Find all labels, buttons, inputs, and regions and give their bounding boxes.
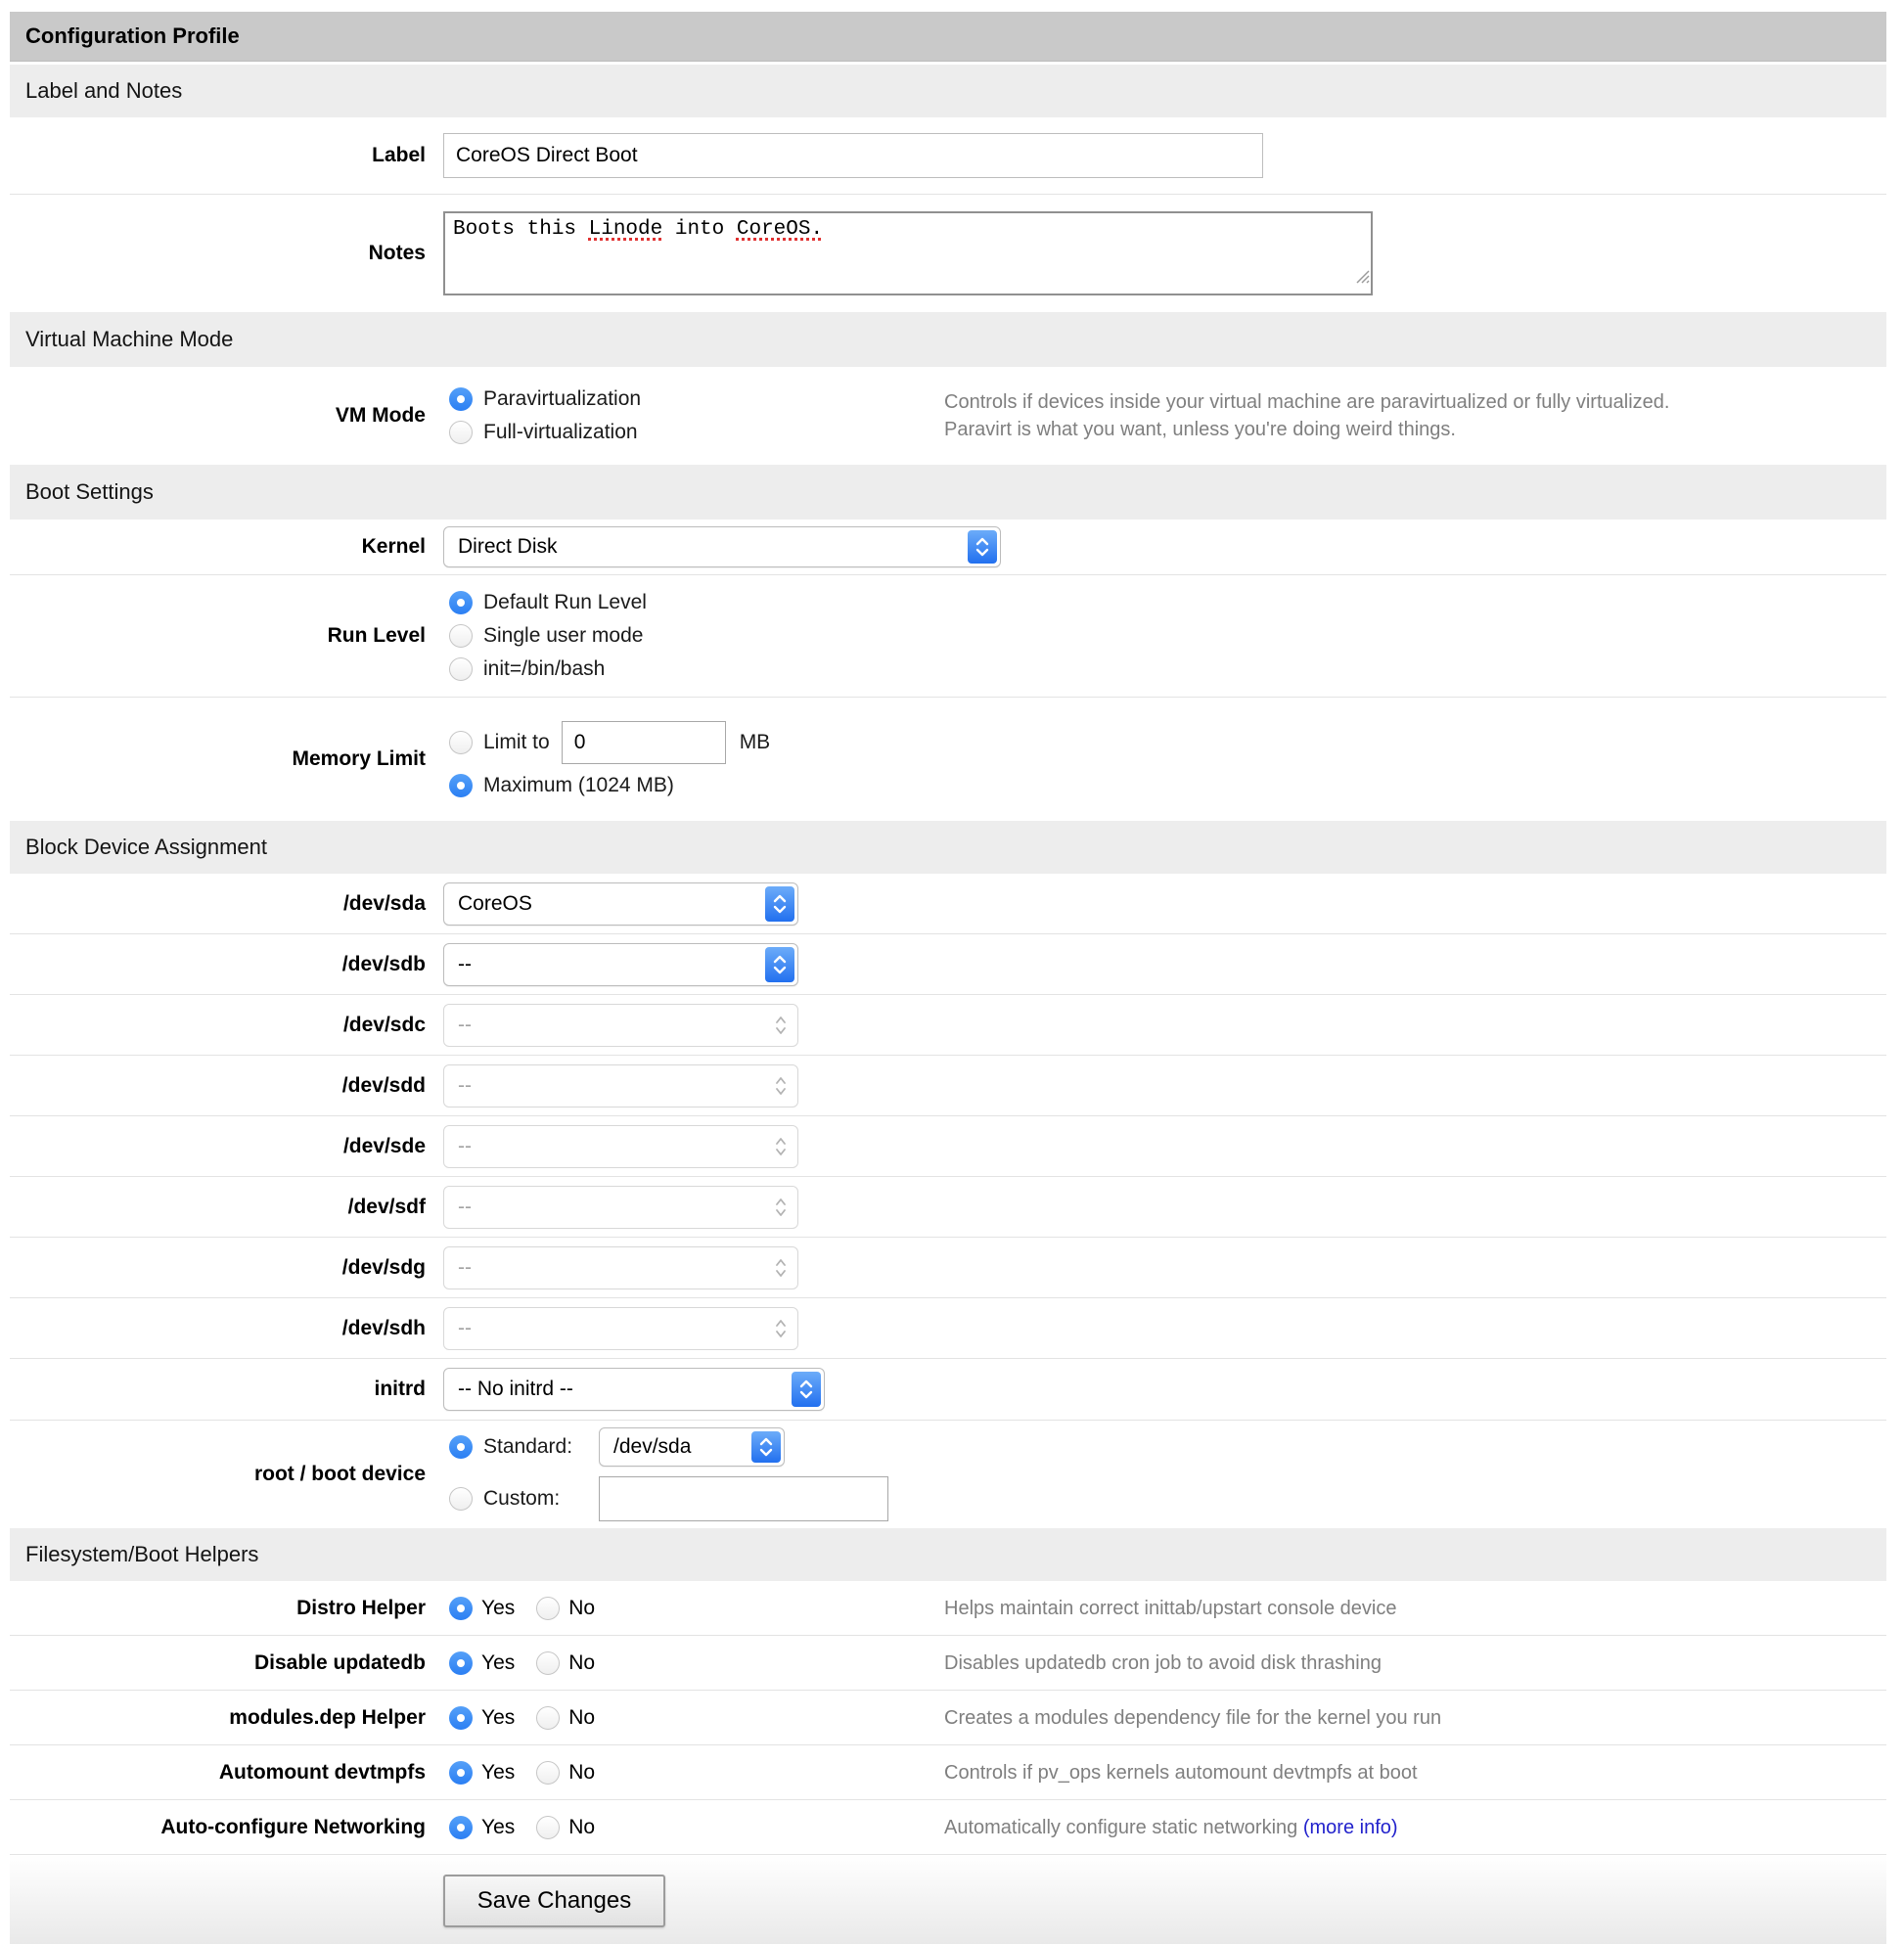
root-device-custom-input[interactable] [599,1476,888,1521]
kernel-select[interactable] [443,526,1001,567]
root-device-custom-radio[interactable] [449,1487,473,1511]
section-title: Virtual Machine Mode [25,327,234,351]
select-chevrons-icon [765,947,794,982]
dev-sdg-select [443,1246,798,1289]
root-boot-device-row [10,1421,1886,1528]
initrd-select[interactable] [443,1368,825,1411]
distro-helper-row [10,1581,1886,1635]
vm-mode-help-text: Controls if devices inside your virtual machine are paravirtualized or fully virtualized. Paravirt is what you want, unless you're doing weird things. [944,391,1670,440]
distro-helper-yes-radio[interactable] [449,1597,473,1620]
automount-devtmpfs-no-radio[interactable] [536,1761,560,1785]
select-chevrons-icon [764,1073,797,1099]
select-chevrons-icon [792,1372,821,1407]
yes-option-label: Yes [481,1815,516,1838]
distro-helper-help-text: Helps maintain correct inittab/upstart console device [944,1597,1397,1619]
disable-updatedb-no-radio[interactable] [536,1651,560,1675]
section-title: Filesystem/Boot Helpers [25,1542,259,1566]
vm-full-virtualization-option-label: Full-virtualization [483,421,638,443]
dev-sde-label: /dev/sde [342,1134,426,1157]
yes-option-label: Yes [481,1705,516,1729]
dev-sdd-row [10,1056,1886,1115]
auto-configure-networking-yes-radio[interactable] [449,1816,473,1839]
dev-sde-row [10,1116,1886,1176]
distro-helper-label: Distro Helper [296,1596,426,1619]
vm-full-virtualization-radio[interactable] [449,421,473,444]
dev-sde-select-value: -- [458,1134,472,1157]
select-chevrons-icon [764,1316,797,1341]
dev-sdh-select-value: -- [458,1316,472,1339]
section-boot-settings [10,465,1886,520]
run-level-default-option-label: Default Run Level [483,591,647,613]
memory-maximum-option-label: Maximum (1024 MB) [483,774,674,796]
dev-sdd-select-value: -- [458,1073,472,1097]
root-device-custom-option-label: Custom: [483,1487,561,1510]
save-changes-button[interactable]: Save Changes [443,1875,665,1927]
notes-textarea[interactable] [443,211,1373,295]
root-device-standard-select[interactable] [599,1427,785,1467]
initrd-label: initrd [374,1378,426,1400]
run-level-label: Run Level [327,624,426,647]
disable-updatedb-help-text: Disables updatedb cron job to avoid disk thrashing [944,1651,1382,1674]
more-info-link[interactable]: (more info) [1302,1816,1398,1838]
notes-row [10,195,1886,312]
memory-limit-row [10,698,1886,821]
distro-helper-no-radio[interactable] [536,1597,560,1620]
label-field-label: Label [372,144,426,166]
dev-sdh-select [443,1307,798,1350]
initrd-row [10,1359,1886,1420]
dev-sda-label: /dev/sda [342,891,426,915]
run-level-row [10,575,1886,697]
auto-configure-networking-no-radio[interactable] [536,1816,560,1839]
yes-option-label: Yes [481,1596,516,1619]
root-device-standard-select-value: /dev/sda [613,1435,692,1458]
kernel-row [10,520,1886,574]
memory-maximum-radio[interactable] [449,774,473,797]
no-option-label: No [568,1705,596,1729]
section-block-device-assignment [10,821,1886,874]
section-virtual-machine-mode [10,312,1886,367]
dev-sdh-row [10,1298,1886,1358]
run-level-single-user-radio[interactable] [449,624,473,648]
vm-paravirtualization-option-label: Paravirtualization [483,387,642,410]
no-option-label: No [568,1760,596,1784]
dev-sdf-select-value: -- [458,1195,472,1218]
label-input[interactable] [443,133,1263,178]
memory-limit-to-option-label: Limit to [483,731,550,753]
section-label-and-notes [10,65,1886,117]
run-level-default-radio[interactable] [449,591,473,614]
select-chevrons-icon [764,1134,797,1159]
section-filesystem-boot-helpers [10,1528,1886,1581]
help-text: Automatically configure static networking [944,1816,1303,1838]
dev-sdc-select [443,1004,798,1047]
section-title: Boot Settings [25,479,154,504]
dev-sda-row [10,874,1886,933]
dev-sdf-label: /dev/sdf [347,1195,426,1218]
notes-text: into [662,218,737,241]
automount-devtmpfs-label: Automount devtmpfs [218,1760,426,1784]
yes-option-label: Yes [481,1650,516,1674]
dev-sdc-row [10,995,1886,1055]
dev-sdc-label: /dev/sdc [342,1013,426,1036]
dev-sdf-select [443,1186,798,1229]
dev-sda-select[interactable] [443,882,798,926]
select-chevrons-icon [968,530,997,564]
automount-devtmpfs-yes-radio[interactable] [449,1761,473,1785]
dev-sdf-row [10,1177,1886,1237]
textarea-resize-handle-icon[interactable] [1354,267,1370,293]
run-level-init-bash-radio[interactable] [449,657,473,681]
modules-dep-help-text: Creates a modules dependency file for the kernel you run [944,1706,1442,1729]
section-title: Block Device Assignment [25,835,267,859]
disable-updatedb-yes-radio[interactable] [449,1651,473,1675]
dev-sdh-label: /dev/sdh [341,1316,426,1339]
page-title-bar [10,12,1886,62]
footer-area [10,1855,1886,1944]
modules-dep-helper-row [10,1691,1886,1744]
auto-configure-networking-row [10,1800,1886,1854]
disable-updatedb-label: Disable updatedb [253,1650,426,1674]
run-level-init-bash-option-label: init=/bin/bash [483,657,606,680]
dev-sdb-select-value: -- [458,952,472,975]
memory-limit-to-radio[interactable] [449,731,473,754]
dev-sda-select-value: CoreOS [458,891,532,915]
root-boot-device-label: root / boot device [253,1463,426,1485]
memory-unit-label: MB [739,731,771,753]
run-level-single-user-option-label: Single user mode [483,624,644,647]
auto-configure-networking-label: Auto-configure Networking [160,1815,426,1838]
modules-dep-no-radio[interactable] [536,1706,560,1730]
section-title: Label and Notes [25,78,183,103]
kernel-label: Kernel [361,535,426,558]
select-chevrons-icon [764,1195,797,1220]
auto-configure-networking-help-text [944,1814,1398,1841]
root-device-standard-option-label: Standard: [483,1435,573,1458]
disable-updatedb-row [10,1636,1886,1690]
dev-sdg-select-value: -- [458,1255,472,1279]
select-chevrons-icon [764,1013,797,1038]
no-option-label: No [568,1815,596,1838]
select-chevrons-icon [751,1431,781,1463]
vm-mode-label: VM Mode [335,404,426,427]
modules-dep-yes-radio[interactable] [449,1706,473,1730]
dev-sde-select [443,1125,798,1168]
memory-limit-label: Memory Limit [292,747,426,770]
kernel-select-value: Direct Disk [458,535,558,558]
notes-misspelled-word: CoreOS. [736,218,824,241]
vm-paravirtualization-radio[interactable] [449,387,473,411]
no-option-label: No [568,1596,596,1619]
automount-devtmpfs-row [10,1745,1886,1799]
dev-sdd-select [443,1064,798,1108]
dev-sdg-row [10,1238,1886,1297]
notes-misspelled-word: Linode [588,218,663,241]
initrd-select-value: -- No initrd -- [458,1378,573,1400]
no-option-label: No [568,1650,596,1674]
vm-mode-row [10,367,1886,465]
notes-field-label: Notes [368,242,426,264]
memory-limit-input[interactable] [562,721,726,764]
dev-sdb-label: /dev/sdb [341,952,426,975]
dev-sdc-select-value: -- [458,1013,472,1036]
dev-sdb-select[interactable] [443,943,798,986]
notes-text: Boots this [453,218,589,241]
dev-sdd-label: /dev/sdd [341,1073,426,1097]
root-device-standard-radio[interactable] [449,1435,473,1459]
yes-option-label: Yes [481,1760,516,1784]
automount-devtmpfs-help-text: Controls if pv_ops kernels automount devtmpfs at boot [944,1761,1418,1784]
dev-sdg-label: /dev/sdg [341,1255,426,1279]
select-chevrons-icon [765,886,794,922]
page-title: Configuration Profile [25,23,240,48]
modules-dep-helper-label: modules.dep Helper [229,1705,426,1729]
select-chevrons-icon [764,1255,797,1281]
dev-sdb-row [10,934,1886,994]
label-row [10,117,1886,194]
